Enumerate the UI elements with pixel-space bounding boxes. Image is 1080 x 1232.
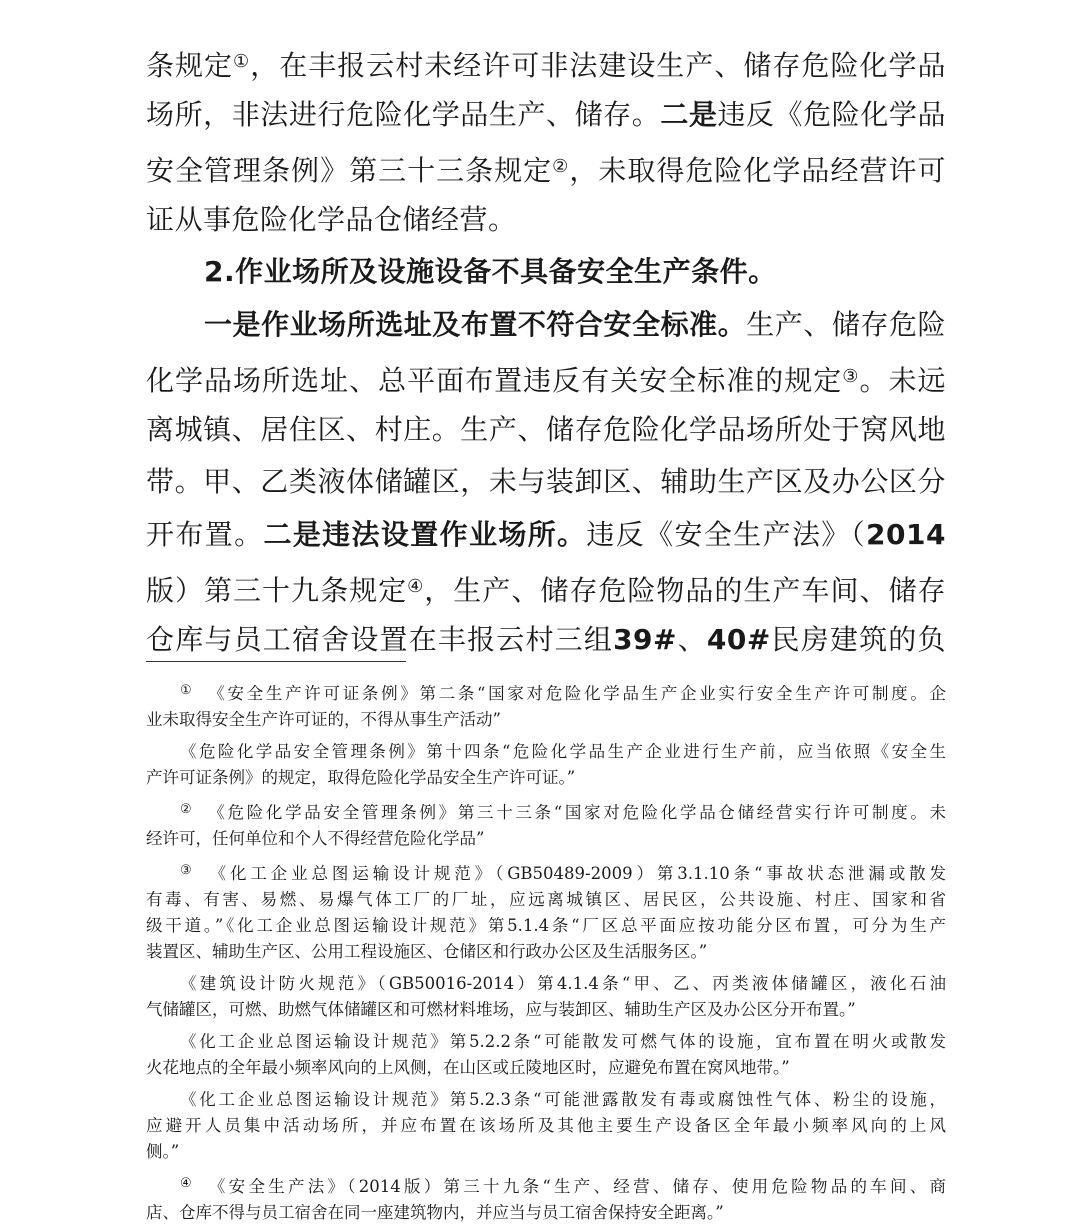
- body-line: [146, 299, 946, 352]
- footnote-mark: ②: [180, 802, 195, 817]
- footnote-line: [146, 1029, 946, 1055]
- footnote-text: 业未取得安全生产许可证的，不得从事生产活动”: [146, 710, 501, 729]
- footnotes: [146, 678, 946, 1232]
- footnote-mark: ①: [180, 683, 195, 698]
- footnote-text: 《安全生产许可证条例》第二条“国家对危险化学品生产企业实行安全生产许可制度。企: [208, 684, 946, 703]
- footnote-line: [146, 797, 946, 826]
- body-text-segment: 生产、储存危险: [746, 307, 946, 341]
- body-line: [146, 36, 946, 89]
- footnote: [146, 797, 946, 852]
- body-text-segment: ，生产、储存危险物品的生产车间、储存: [424, 574, 946, 607]
- body-text-segment: 民房建筑的负: [770, 622, 946, 656]
- body-text-segment: 条规定: [146, 49, 234, 82]
- emphasis-text: 40#: [706, 622, 771, 656]
- footnote-mark: ④: [180, 1176, 195, 1191]
- body-text-segment: 。未远: [859, 364, 946, 397]
- footnote-text: 《化工企业总图运输设计规范》第5.2.2条“可能散发可燃气体的设施，宜布置在明火或散发: [180, 1032, 946, 1051]
- footnote-text: 气储罐区，可燃、助燃气体储罐区和可燃材料堆场，应与装卸区、辅助生产区及办公区分开布置。”: [146, 1000, 856, 1019]
- emphasis-text: 二是违法设置作业场所。: [263, 517, 587, 551]
- footnote-line: [146, 678, 946, 707]
- emphasis-text: 一是作业场所选址及布置不符合安全标准。: [204, 307, 747, 341]
- body-line: [146, 404, 946, 457]
- footnote-text: 级干道。”《化工企业总图运输设计规范》第5.1.4条“厂区总平面应按功能分区布置，可分为生产: [146, 916, 946, 935]
- footnote-mark: ③: [180, 863, 196, 878]
- emphasis-text: 二是: [660, 97, 718, 131]
- footnote-reference[interactable]: ④: [407, 576, 425, 597]
- footnote: [146, 678, 946, 733]
- footnote-line: [146, 887, 946, 913]
- footnote: [146, 971, 946, 1023]
- footnote-line: [146, 765, 946, 791]
- footnote-text: 《建筑设计防火规范》（GB50016-2014）第4.1.4条“甲、乙、丙类液体储罐区，液化石油: [180, 974, 946, 993]
- emphasis-text: 2.作业场所及设施设备不具备安全生产条件。: [204, 255, 777, 288]
- footnote-text: 侧。”: [146, 1142, 180, 1161]
- footnote: [146, 1029, 946, 1081]
- body-line: [146, 141, 946, 194]
- footnote-line: [146, 1200, 946, 1226]
- footnote-text: 《化工企业总图运输设计规范》（GB50489-2009）第3.1.10条“事故状态泄漏或散发: [209, 864, 946, 883]
- emphasis-text: 39#: [613, 622, 677, 656]
- footnote-line: [146, 939, 946, 965]
- body-line: [146, 561, 946, 614]
- footnote-text: 《安全生产法》（2014版）第三十九条“生产、经营、储存、使用危险物品的车间、商: [208, 1177, 946, 1196]
- footnote-line: [146, 858, 946, 887]
- footnote: [146, 1171, 946, 1226]
- footnote: [146, 739, 946, 791]
- body-line: [146, 246, 946, 299]
- footnote-line: [146, 1087, 946, 1113]
- footnote-line: [146, 1139, 946, 1165]
- body-text-segment: 安全管理条例》第三十三条规定: [146, 154, 553, 187]
- footnote-text: 产许可证条例》的规定，取得危险化学品安全生产许可证。”: [146, 768, 576, 787]
- body-text-segment: 违反《危险化学品: [717, 97, 946, 131]
- footnote: [146, 1087, 946, 1165]
- footnote-text: 《危险化学品安全管理条例》第三十三条“国家对危险化学品仓储经营实行许可制度。未: [208, 803, 946, 822]
- body-line: [146, 456, 946, 509]
- footnote-line: [146, 739, 946, 765]
- footnote-text: 有毒、有害、易燃、易爆气体工厂的厂址，应远离城镇区、居民区，公共设施、村庄、国家和省: [146, 890, 946, 909]
- footnote-text: 火花地点的全年最小频率风向的上风侧，在山区或丘陵地区时，应避免布置在窝风地带。”: [146, 1058, 790, 1077]
- emphasis-text: 2014: [866, 517, 946, 551]
- footnote-text: 应避开人员集中活动场所，并应布置在该场所及其他主要生产设备区全年最小频率风向的上风: [146, 1116, 946, 1135]
- footnote-line: [146, 1113, 946, 1139]
- body-text-segment: 证从事危险化学品仓储经营。: [146, 202, 517, 236]
- body-text-segment: ，在丰报云村未经许可非法建设生产、储存危险化学品: [250, 49, 946, 82]
- body-text-segment: ，未取得危险化学品经营许可: [569, 154, 946, 187]
- footnote-line: [146, 826, 946, 852]
- footnote-line: [146, 997, 946, 1023]
- footnote-separator: [146, 661, 406, 662]
- body-line: [146, 89, 946, 142]
- body-text-segment: 带。甲、乙类液体储罐区，未与装卸区、辅助生产区及办公区分: [146, 465, 946, 498]
- body-text-segment: 开布置。: [146, 517, 264, 551]
- body-line: [146, 351, 946, 404]
- body-line: [146, 614, 946, 667]
- footnote-text: 《危险化学品安全管理条例》第十四条“危险化学品生产企业进行生产前，应当依照《安全生: [180, 742, 946, 761]
- body-text-segment: 、: [677, 622, 707, 656]
- footnote-text: 店、仓库不得与员工宿舍在同一座建筑物内，并应当与员工宿舍保持安全距离。”: [146, 1203, 724, 1222]
- body-text-segment: 违反《安全生产法》（: [586, 517, 867, 551]
- footnote-text: 经许可，任何单位和个人不得经营危险化学品”: [146, 829, 485, 848]
- footnote-line: [146, 1055, 946, 1081]
- body-text-segment: 离城镇、居住区、村庄。生产、储存危险化学品场所处于窝风地: [146, 412, 946, 446]
- body-line: [146, 509, 946, 562]
- footnote-line: [146, 707, 946, 733]
- footnote-line: [146, 913, 946, 939]
- footnote-text: 《化工企业总图运输设计规范》第5.2.3条“可能泄露散发有毒或腐蚀性气体、粉尘的设施，: [180, 1090, 946, 1109]
- body-line: [146, 194, 946, 247]
- body-text-segment: 版）第三十九条规定: [146, 574, 408, 607]
- footnote-reference[interactable]: ①: [233, 51, 251, 72]
- footnote-line: [146, 971, 946, 997]
- footnote-line: [146, 1171, 946, 1200]
- footnote-reference[interactable]: ③: [842, 366, 860, 387]
- footnote: [146, 858, 946, 965]
- footnote-reference[interactable]: ②: [552, 156, 570, 177]
- body-text-segment: 场所，非法进行危险化学品生产、储存。: [146, 97, 661, 131]
- body-text-segment: 仓库与员工宿舍设置在丰报云村三组: [146, 622, 614, 656]
- body-text-segment: 化学品场所选址、总平面布置违反有关安全标准的规定: [146, 364, 843, 397]
- body-text: [146, 36, 946, 666]
- footnote-text: 装置区、辅助生产区、公用工程设施区、仓储区和行政办公区及生活服务区。”: [146, 942, 708, 961]
